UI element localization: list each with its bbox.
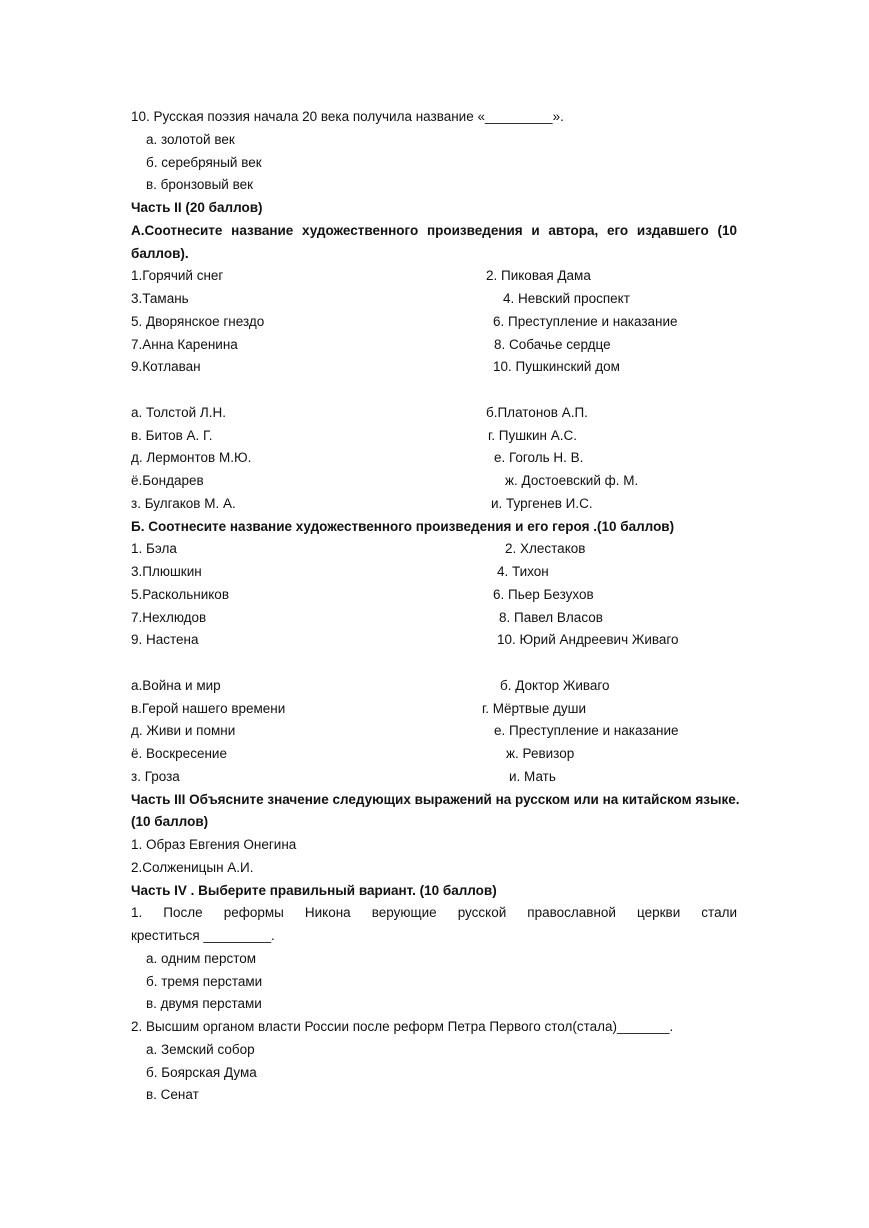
option-c: в. Сенат xyxy=(146,1087,199,1102)
left-item: 7.Анна Каренина xyxy=(131,337,238,352)
right-item: 10. Пушкинский дом xyxy=(493,359,620,374)
left-item: ё.Бондарев xyxy=(131,473,204,488)
left-item: в.Герой нашего времени xyxy=(131,701,286,716)
left-item: 5. Дворянское гнездо xyxy=(131,314,265,329)
right-item: ж. Ревизор xyxy=(506,746,575,761)
left-item: 3.Тамань xyxy=(131,291,189,306)
right-item: б. Доктор Живаго xyxy=(500,678,610,693)
option-b: б. тремя перстами xyxy=(146,974,263,989)
right-item: 8. Павел Власов xyxy=(499,610,603,625)
left-item: 1.Горячий снег xyxy=(131,268,224,283)
option-b: б. Боярская Дума xyxy=(146,1065,257,1080)
right-item: г. Пушкин А.С. xyxy=(488,428,577,443)
part2-a-title: А.Соотнесите название художественного произведения и автора, его издавшего (10 xyxy=(131,223,737,238)
part3-item: 2.Солженицын А.И. xyxy=(131,860,254,875)
right-item: г. Мёртвые души xyxy=(482,701,587,716)
left-item: а. Толстой Л.Н. xyxy=(131,405,226,420)
part4-question-2: 2. Высшим органом власти России после реформ Петра Первого стол(стала)_______. xyxy=(131,1019,674,1034)
option-a: а. одним перстом xyxy=(146,951,257,966)
part2-title: Часть II (20 баллов) xyxy=(131,200,263,215)
option-a: а. Земский собор xyxy=(146,1042,255,1057)
left-item: 3.Плюшкин xyxy=(131,564,202,579)
part4-question-1-cont: креститься _________. xyxy=(131,928,275,943)
option-c: в. двумя перстами xyxy=(146,996,262,1011)
left-item: 5.Раскольников xyxy=(131,587,229,602)
left-item: 1. Бэла xyxy=(131,541,177,556)
left-item: 7.Нехлюдов xyxy=(131,610,207,625)
right-item: 4. Тихон xyxy=(497,564,549,579)
right-item: е. Гоголь Н. В. xyxy=(494,450,584,465)
right-item: 10. Юрий Андреевич Живаго xyxy=(497,632,679,647)
left-item: ё. Воскресение xyxy=(131,746,227,761)
right-item: и. Тургенев И.С. xyxy=(491,496,593,511)
part4-question-1: 1. После реформы Никона верующие русской православной церкви стали xyxy=(131,905,737,920)
left-item: 9. Настена xyxy=(131,632,199,647)
part3-item: 1. Образ Евгения Онегина xyxy=(131,837,297,852)
part3-title-cont: (10 баллов) xyxy=(131,814,209,829)
right-item: б.Платонов А.П. xyxy=(486,405,588,420)
right-item: 8. Собачье сердце xyxy=(494,337,611,352)
left-item: з. Булгаков М. А. xyxy=(131,496,236,511)
option-a: а. золотой век xyxy=(146,132,235,147)
left-item: д. Лермонтов М.Ю. xyxy=(131,450,252,465)
right-item: 6. Преступление и наказание xyxy=(493,314,678,329)
right-item: ж. Достоевский ф. М. xyxy=(505,473,639,488)
right-item: 4. Невский проспект xyxy=(503,291,630,306)
left-item: д. Живи и помни xyxy=(131,723,236,738)
right-item: 6. Пьер Безухов xyxy=(493,587,594,602)
part2-b-title: Б. Соотнесите название художественного произведения и его героя .(10 баллов) xyxy=(131,519,675,534)
left-item: в. Битов А. Г. xyxy=(131,428,213,443)
right-item: 2. Пиковая Дама xyxy=(486,268,591,283)
part2-a-title-cont: баллов). xyxy=(131,246,189,261)
left-item: з. Гроза xyxy=(131,769,180,784)
part4-title: Часть IV . Выберите правильный вариант. (10 баллов) xyxy=(131,883,497,898)
question-10: 10. Русская поэзия начала 20 века получила название «_________». xyxy=(131,109,564,124)
option-b: б. серебряный век xyxy=(146,155,262,170)
left-item: а.Война и мир xyxy=(131,678,221,693)
right-item: 2. Хлестаков xyxy=(505,541,586,556)
option-c: в. бронзовый век xyxy=(146,177,254,192)
right-item: и. Мать xyxy=(509,769,556,784)
left-item: 9.Котлаван xyxy=(131,359,201,374)
right-item: е. Преступление и наказание xyxy=(494,723,679,738)
part3-title: Часть III Объясните значение следующих выражений на русском или на китайском языке. xyxy=(131,792,740,807)
